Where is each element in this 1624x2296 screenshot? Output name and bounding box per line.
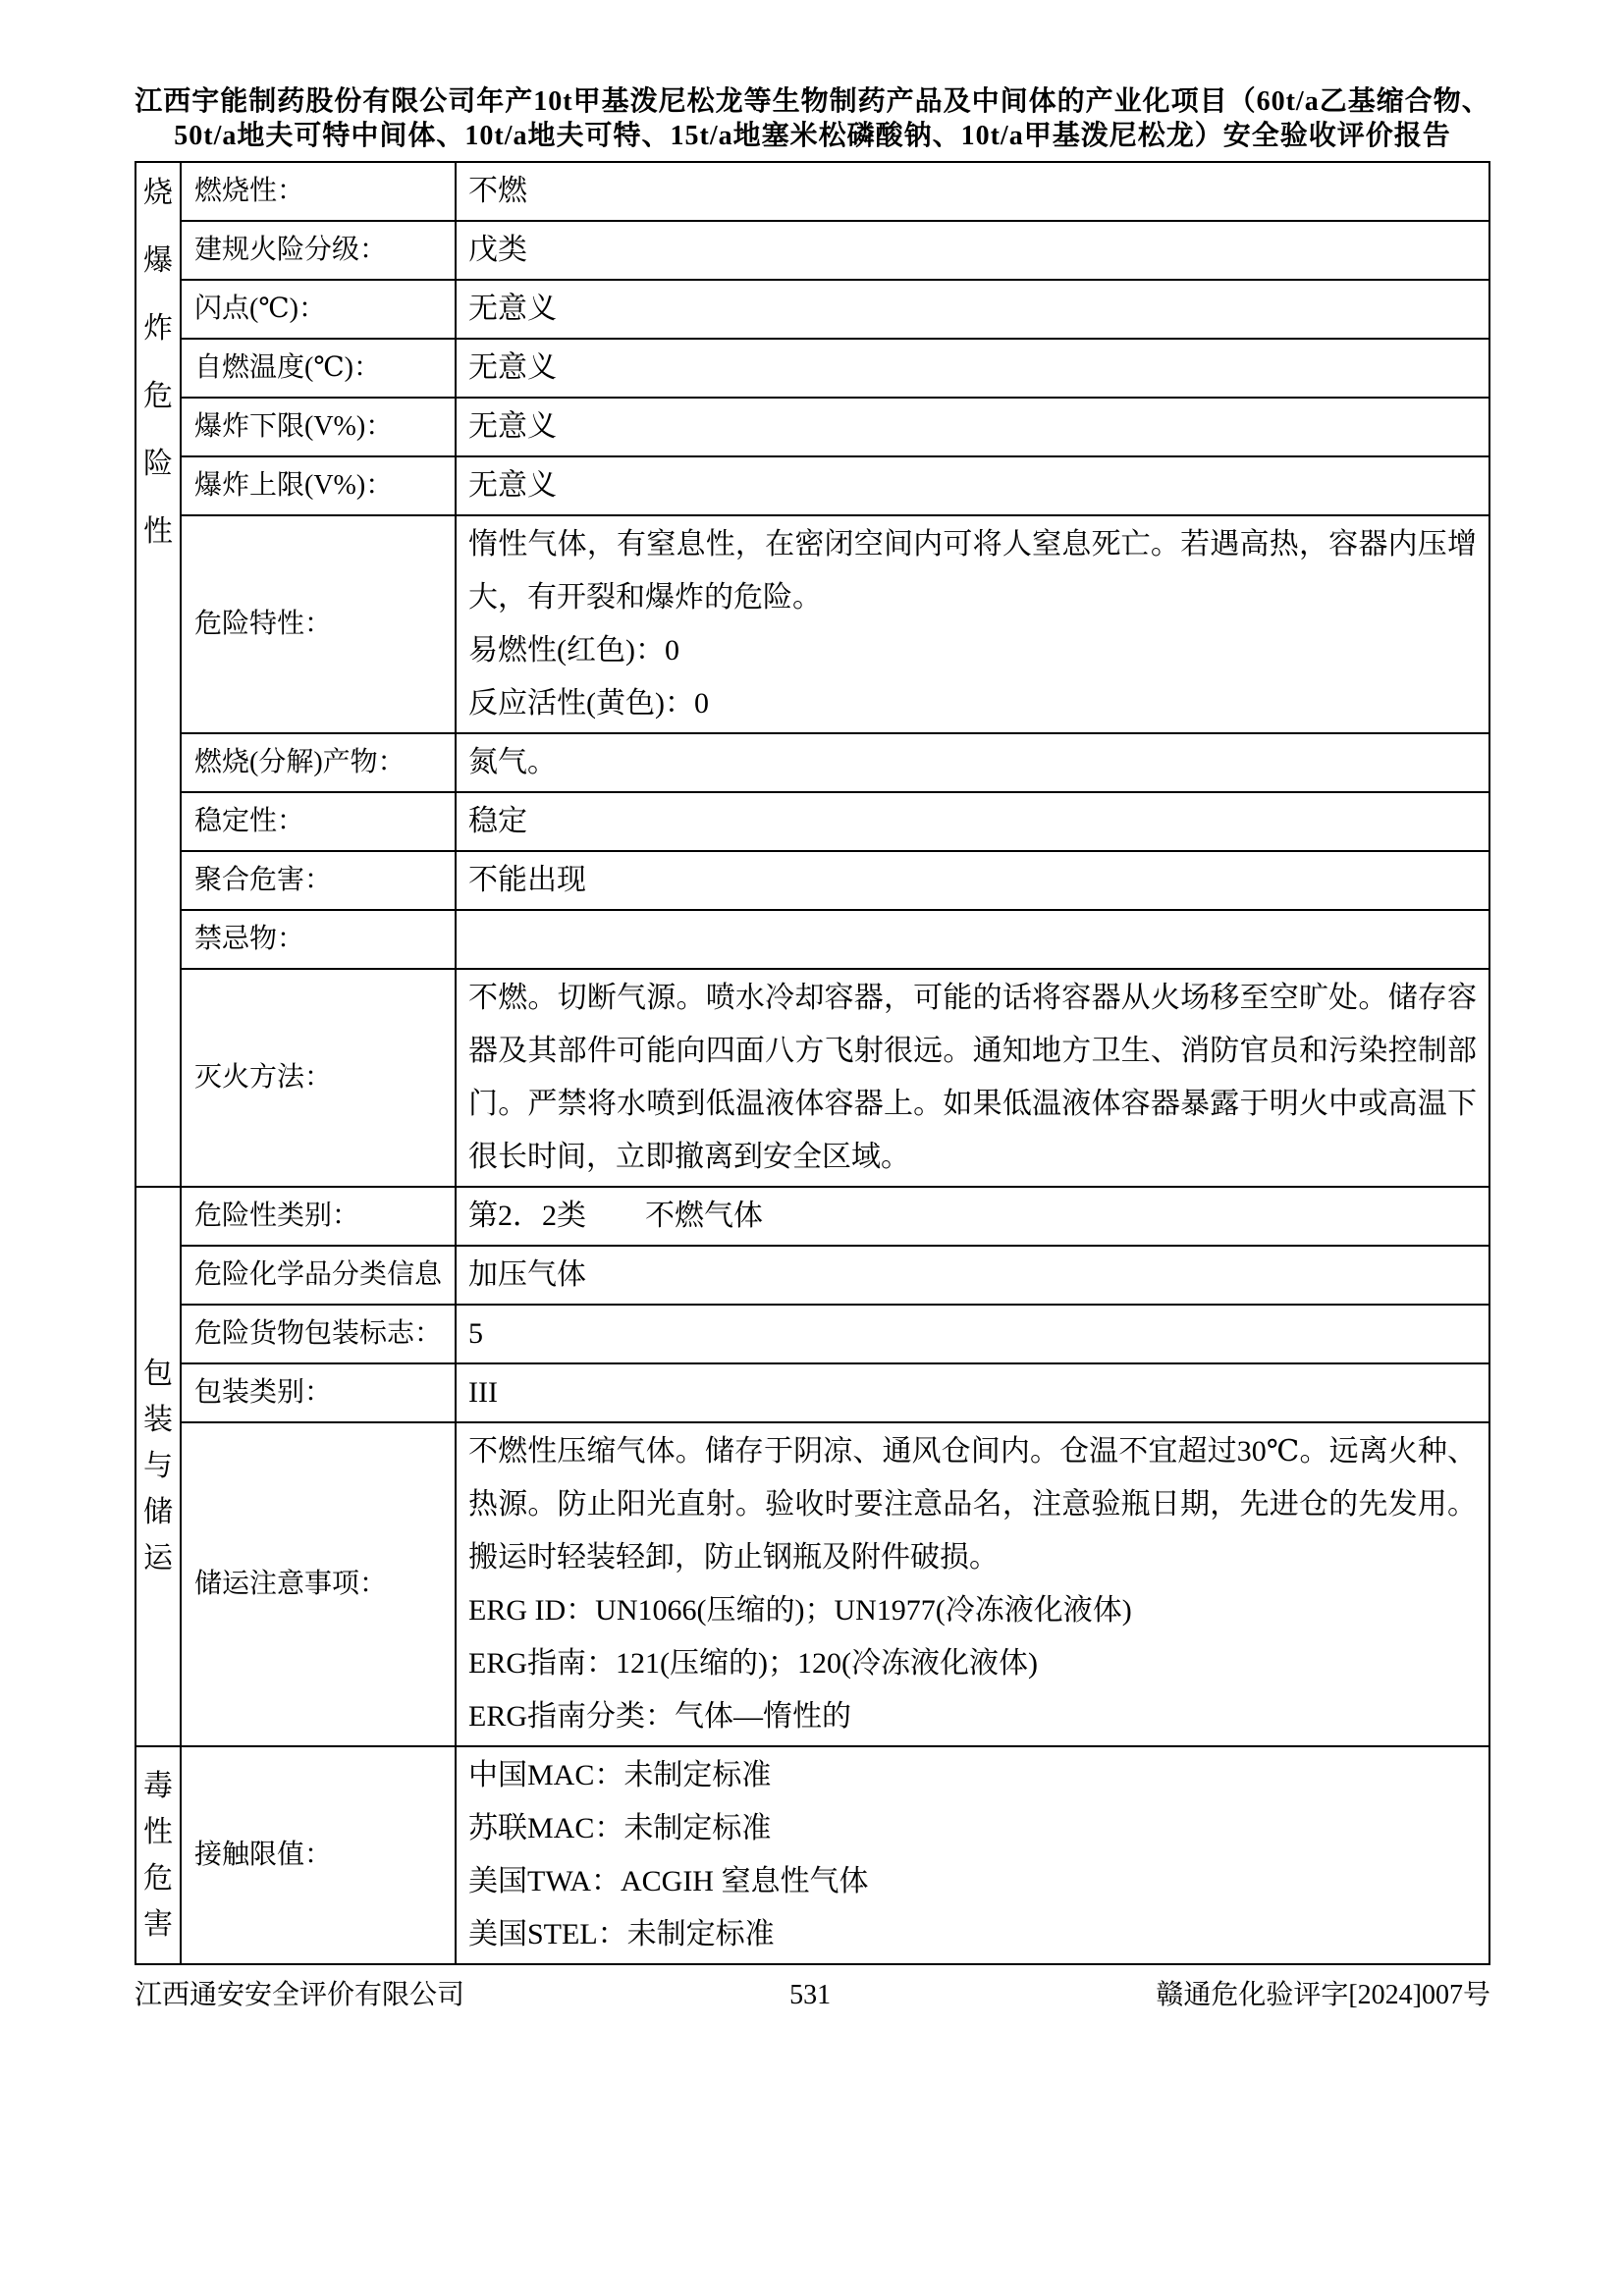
field-label: 燃烧(分解)产物： [181,733,456,792]
field-value [456,1246,1489,1305]
value-line: 惰性气体，有窒息性，在密闭空间内可将人窒息死亡。若遇高热，容器内压增大，有开裂和爆炸的危险。 [468,528,1477,614]
category-char: 危 [143,380,173,412]
field-value [456,280,1489,339]
field-label: 稳定性： [181,792,456,851]
table-row [135,1746,1489,1964]
value-line: 无意义 [468,351,557,384]
value-line: ERG ID：UN1066(压缩的)；UN1977(冷冻液化液体) [468,1594,1132,1627]
table-row [135,1422,1489,1746]
value-line: 无意义 [468,410,557,443]
table-row [135,339,1489,398]
value-line: 美国TWA：ACGIH 窒息性气体 [468,1865,869,1897]
field-label: 包装类别： [181,1363,456,1422]
value-line: 不燃。切断气源。喷水冷却容器，可能的话将容器从火场移至空旷处。储存容器及其部件可能向四面八方飞射很远。通知地方卫生、消防官员和污染控制部门。严禁将水喷到低温液体容器上。如果低温液体容器暴露于明火中或高温下很长时间，立即撤离到安全区域。 [468,982,1477,1173]
field-label: 爆炸下限(V%)： [181,398,456,456]
field-label: 禁忌物： [181,910,456,969]
category-char: 运 [143,1542,173,1575]
field-value [456,1363,1489,1422]
category-char: 装 [143,1404,173,1436]
category-char: 烧 [143,177,173,209]
field-label: 危险特性： [181,515,456,733]
value-line: 氮气。 [468,746,557,778]
category-char: 毒 [143,1769,173,1802]
value-line: 不燃 [468,175,527,207]
table-row [135,910,1489,969]
category-char: 炸 [143,312,173,345]
category-char: 性 [143,515,173,548]
category-cell [135,1187,181,1746]
category-char: 储 [143,1496,173,1528]
category-char: 害 [143,1907,173,1941]
field-label: 自燃温度(℃)： [181,339,456,398]
category-char: 包 [143,1358,173,1390]
footer-company-name: 江西通安安全评价有限公司 [135,1980,465,2010]
table-row [135,792,1489,851]
category-cell [135,162,181,1187]
category-char: 险 [143,448,173,480]
table-row [135,1305,1489,1363]
table-row [135,969,1489,1187]
table-row [135,162,1489,221]
table-row [135,1246,1489,1305]
value-line: 第2．2类 不燃气体 [468,1200,763,1232]
page-footer [135,1965,1490,2012]
field-value [456,398,1489,456]
value-line: 苏联MAC：未制定标准 [468,1812,772,1844]
table-row [135,1187,1489,1246]
value-line: 稳定 [468,805,527,837]
field-label: 接触限值： [181,1746,456,1964]
value-line: 5 [468,1317,483,1350]
value-line: ERG指南：121(压缩的)；120(冷冻液化液体) [468,1647,1038,1680]
field-label: 储运注意事项： [181,1422,456,1746]
value-line: 中国MAC：未制定标准 [468,1759,772,1791]
document-title: 江西宇能制药股份有限公司年产10t甲基泼尼松龙等生物制药产品及中间体的产业化项目（60t/a乙基缩合物、50t/a地夫可特中间体、10t/a地夫可特、15t/a地塞米松磷酸钠、10t/a甲基泼尼松龙）安全验收评价报告 [135,86,1490,151]
category-char: 危 [143,1861,173,1895]
footer-page-number: 531 [789,1980,832,2010]
field-value [456,162,1489,221]
field-value [456,1305,1489,1363]
field-value [456,515,1489,733]
category-vertical-label [136,1360,180,1574]
field-value [456,851,1489,910]
value-line: 易燃性(红色)：0 [468,634,679,667]
value-line: 不燃性压缩气体。储存于阴凉、通风仓间内。仓温不宜超过30℃。远离火种、热源。防止阳光直射。验收时要注意品名，注意验瓶日期，先进仓的先发用。搬运时轻装轻卸，防止钢瓶及附件破损。 [468,1435,1477,1574]
field-value [456,1187,1489,1246]
table-row [135,851,1489,910]
field-label: 闪点(℃)： [181,280,456,339]
field-label: 聚合危害： [181,851,456,910]
field-value [456,910,1489,969]
field-label: 燃烧性： [181,162,456,221]
field-value [456,792,1489,851]
field-value [456,339,1489,398]
value-line: III [468,1376,498,1409]
field-label: 建规火险分级： [181,221,456,280]
value-line: 戊类 [468,234,527,266]
field-label: 危险货物包装标志： [181,1305,456,1363]
field-label: 危险化学品分类信息 [181,1246,456,1305]
table-row [135,221,1489,280]
value-line: 无意义 [468,293,557,325]
table-row [135,1363,1489,1422]
field-value [456,1422,1489,1746]
category-char: 性 [143,1815,173,1848]
field-value [456,1746,1489,1964]
category-cell [135,1746,181,1964]
msds-table-body [135,162,1489,1964]
field-value [456,221,1489,280]
value-line: 不能出现 [468,864,586,896]
field-label: 爆炸上限(V%)： [181,456,456,515]
table-row [135,280,1489,339]
msds-table [135,161,1490,1965]
field-value [456,456,1489,515]
field-value [456,969,1489,1187]
category-char: 爆 [143,244,173,277]
value-line-empty [468,913,1477,966]
footer-document-number: 赣通危化验评字[2024]007号 [1156,1980,1490,2010]
table-row [135,398,1489,456]
category-char: 与 [143,1450,173,1482]
category-vertical-label [136,163,180,547]
field-value [456,733,1489,792]
value-line: 加压气体 [468,1258,586,1291]
value-line: 反应活性(黄色)：0 [468,687,709,720]
table-row [135,456,1489,515]
value-line: ERG指南分类：气体—惰性的 [468,1700,851,1733]
table-row [135,733,1489,792]
category-vertical-label [136,1769,180,1941]
value-line: 无意义 [468,469,557,502]
value-line: 美国STEL：未制定标准 [468,1918,775,1950]
table-row [135,515,1489,733]
field-label: 危险性类别： [181,1187,456,1246]
field-label: 灭火方法： [181,969,456,1187]
